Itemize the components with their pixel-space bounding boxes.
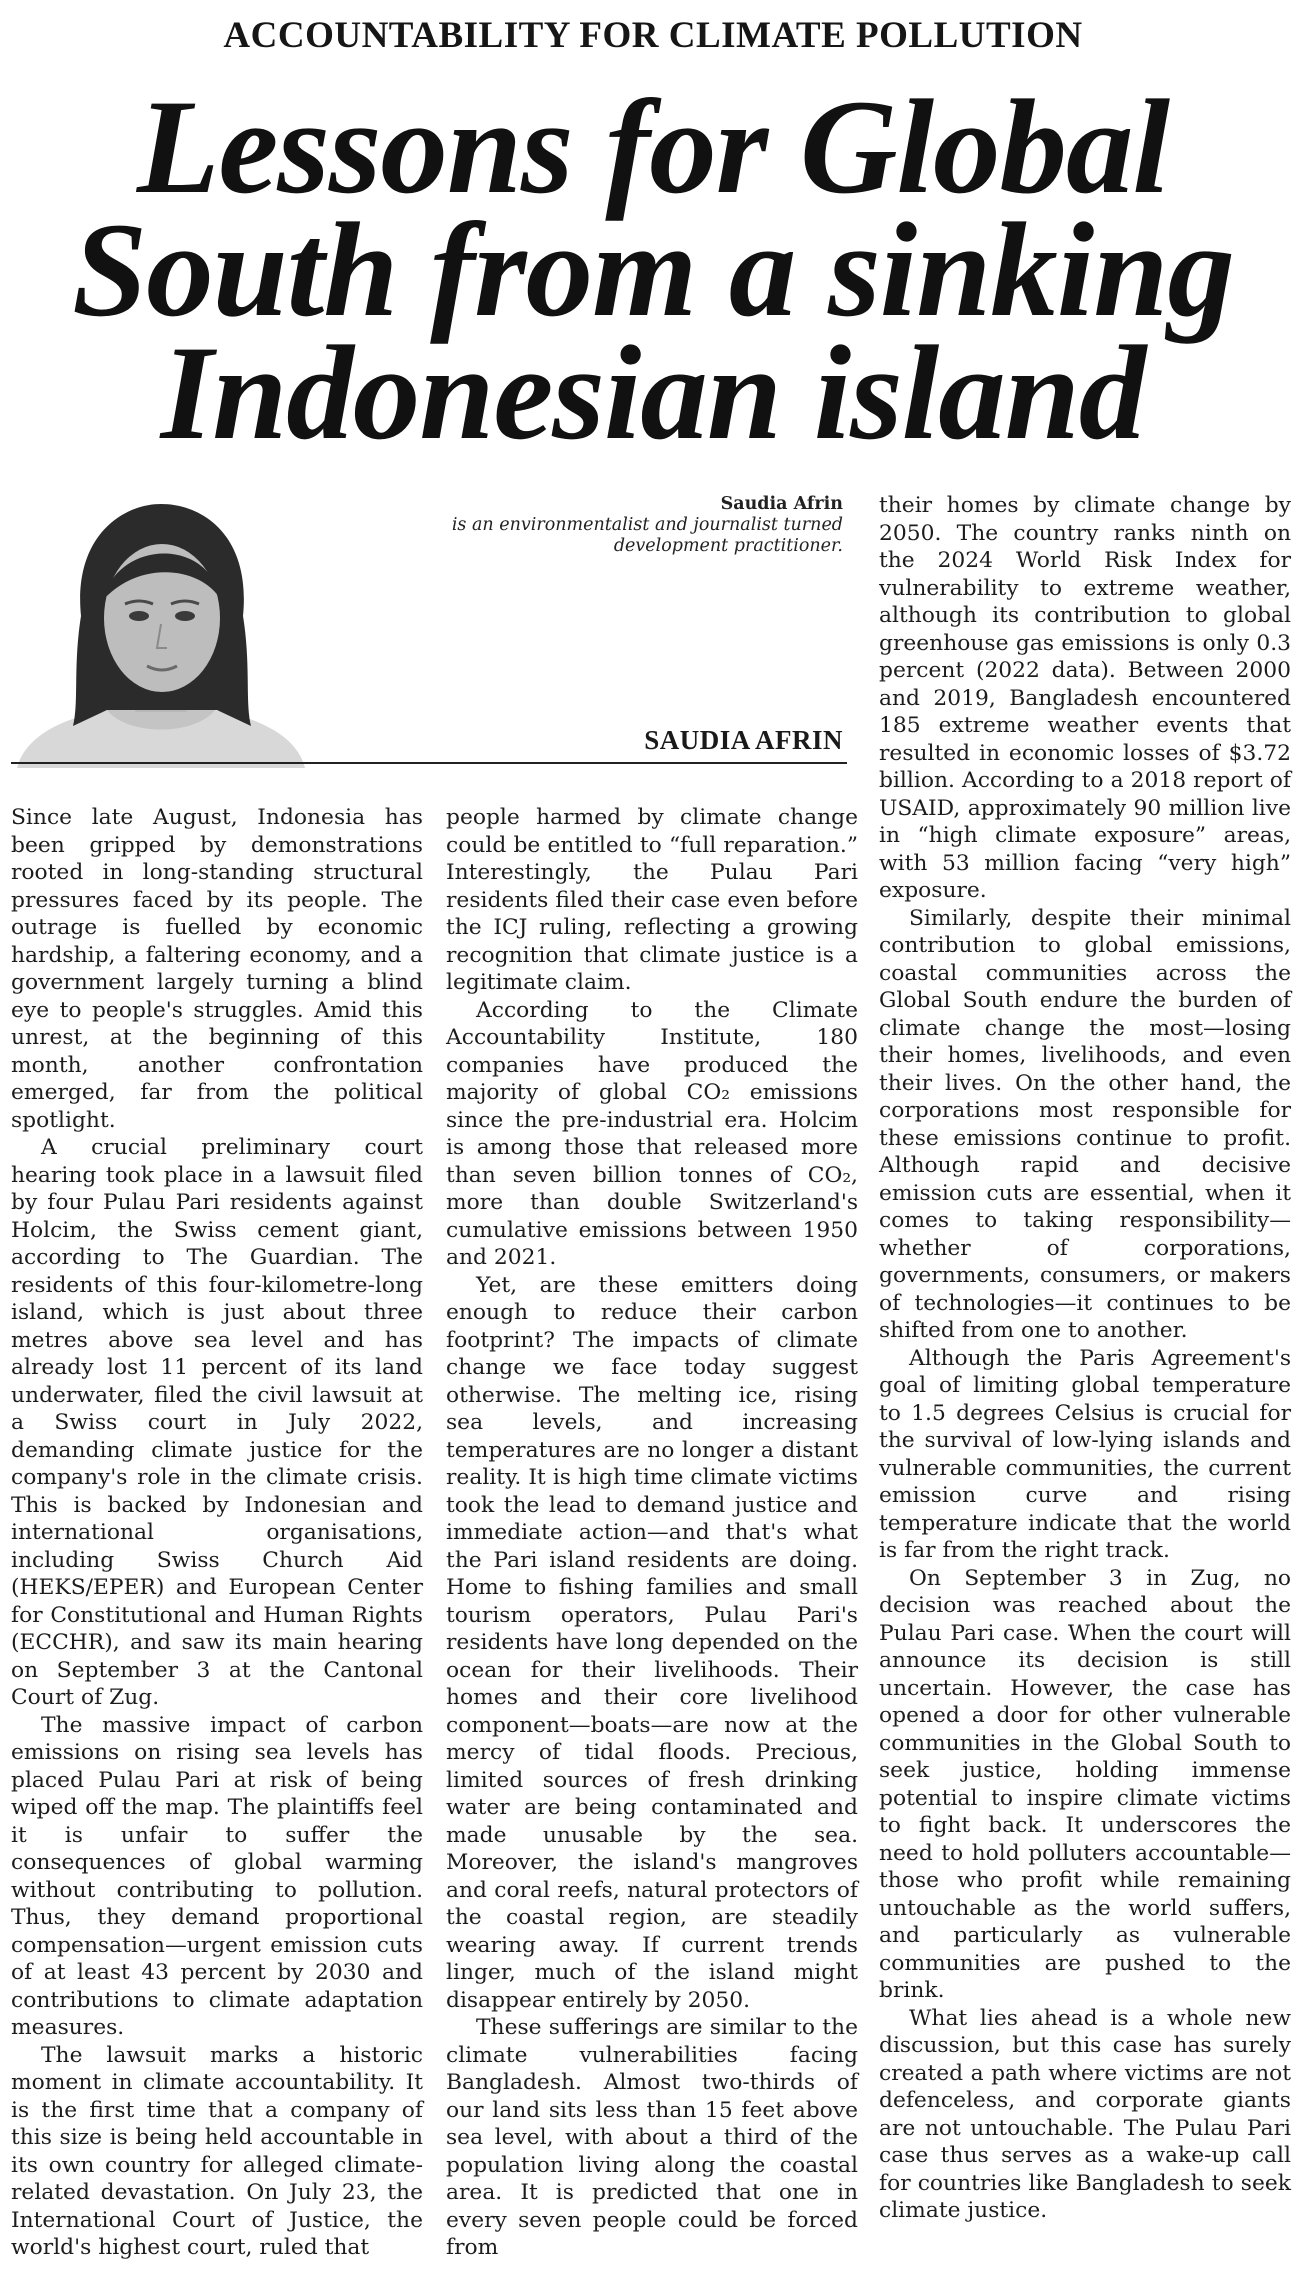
author-portrait <box>11 496 311 768</box>
article-column-1 <box>11 804 423 2262</box>
article-paragraph: The lawsuit marks a historic moment in climate accountability. It is the first time that a company of this size is being held accountable in its own country for alleged climate-related devastation. On July 23, the International Court of Justice, the world's highest court, ruled that <box>11 2042 423 2260</box>
article-paragraph: people harmed by climate change could be entitled to “full reparation.” Interestingly, the Pulau Pari residents filed their case even before the ICJ ruling, reflecting a growing recognition that climate justice is a legitimate claim. <box>446 805 858 995</box>
author-bio: is an environmentalist and journalist turned <box>451 515 843 535</box>
author-bio: development practitioner. <box>613 536 843 556</box>
article-paragraph: What lies ahead is a whole new discussion, but this case has surely created a path where victims are not defenceless, and corporate giants are not untouchable. The Pulau Pari case thus serves as a wake-up call for countries like Bangladesh to seek climate justice. <box>879 2005 1291 2223</box>
article-paragraph: A crucial preliminary court hearing took place in a lawsuit filed by four Pulau Pari residents against Holcim, the Swiss cement giant, according to The Guardian. The residents of this four-kilometre-long island, which is just about three metres above sea level and has already lost 11 percent of its land underwater, filed the civil lawsuit at a Swiss court in July 2022, demanding climate justice for the company's role in the climate crisis. This is backed by Indonesian and international organisations, including Swiss Church Aid (HEKS/EPER) and European Center for Constitutional and Human Rights (ECCHR), and saw its main hearing on September 3 at the Cantonal Court of Zug. <box>11 1135 423 1710</box>
headline-line: Lessons for Global <box>136 73 1170 222</box>
author-note <box>423 494 843 557</box>
byline: SAUDIA AFRIN <box>644 725 843 755</box>
headline-line: South from a sinking <box>72 196 1234 345</box>
article-column-2 <box>446 804 858 2262</box>
article-paragraph: The massive impact of carbon emissions on rising sea levels has placed Pulau Pari at risk of being wiped off the map. The plaintiffs feel it is unfair to suffer the consequences of global warming without contributing to pollution. Thus, they demand proportional compensation—urgent emission cuts of at least 43 percent by 2030 and contributions to climate adaptation measures. <box>11 1712 423 2040</box>
headline <box>0 73 1306 468</box>
article-paragraph: their homes by climate change by 2050. The country ranks ninth on the 2024 World Risk Index for vulnerability to extreme weather, although its contribution to global greenhouse gas emissions is only 0.3 percent (2022 data). Between 2000 and 2019, Bangladesh encountered 185 extreme weather events that resulted in economic losses of $3.72 billion. According to a 2018 report of USAID, approximately 90 million live in “high climate exposure” areas, with 53 million facing “very high” exposure. <box>879 493 1291 903</box>
headline-line: Indonesian island <box>160 319 1146 468</box>
article-paragraph: Yet, are these emitters doing enough to reduce their carbon footprint? The impacts of climate change we face today suggest otherwise. The melting ice, rising sea levels, and increasing temperatures are no longer a distant reality. It is high time climate victims took the lead to demand justice and immediate action—and that's what the Pari island residents are doing. Home to fishing families and small tourism operators, Pulau Pari's residents have long depended on the ocean for their livelihoods. Their homes and their core livelihood component—boats—are now at the mercy of tidal floods. Precious, limited sources of fresh drinking water are being contaminated and made unusable by the sea. Moreover, the island's mangroves and coral reefs, natural protectors of the coastal region, are steadily wearing away. If current trends linger, much of the island might disappear entirely by 2050. <box>446 1272 858 2013</box>
article-paragraph: These sufferings are similar to the climate vulnerabilities facing Bangladesh. Almost two-thirds of our land sits less than 15 feet above sea level, with about a third of the population living along the coastal area. It is predicted that one in every seven people could be forced from <box>446 2015 858 2260</box>
author-name: Saudia Afrin <box>720 494 843 514</box>
section-kicker: ACCOUNTABILITY FOR CLIMATE POLLUTION <box>223 15 1083 56</box>
article-paragraph: Although the Paris Agreement's goal of limiting global temperature to 1.5 degrees Celsius is crucial for the survival of low-lying islands and vulnerable communities, the current emission curve and rising temperature indicate that the world is far from the right track. <box>879 1345 1291 1563</box>
author-block <box>11 486 847 768</box>
article-paragraph: According to the Climate Accountability Institute, 180 companies have produced the majority of global CO₂ emissions since the pre-industrial era. Holcim is among those that released more than seven billion tonnes of CO₂, more than double Switzerland's cumulative emissions between 1950 and 2021. <box>446 997 858 1270</box>
article-paragraph: On September 3 in Zug, no decision was reached about the Pulau Pari case. When the court will announce its decision is still uncertain. However, the case has opened a door for other vulnerable communities in the Global South to seek justice, holding immense potential to inspire climate victims to fight back. It underscores the need to hold polluters accountable—those who profit while remaining untouchable as the world suffers, and particularly as vulnerable communities are pushed to the brink. <box>879 1565 1291 2003</box>
article-column-3 <box>879 492 1291 2225</box>
byline-divider <box>11 762 847 764</box>
article-paragraph: Similarly, despite their minimal contribution to global emissions, coastal communities across the Global South endure the burden of climate change the most—losing their homes, livelihoods, and even their lives. On the other hand, the corporations most responsible for these emissions continue to profit. Although rapid and decisive emission cuts are essential, when it comes to taking responsibility—whether of corporations, governments, consumers, or makers of technologies—it continues to be shifted from one to another. <box>879 905 1291 1343</box>
article-paragraph: Since late August, Indonesia has been gripped by demonstrations rooted in long-standing structural pressures faced by its people. The outrage is fuelled by economic hardship, a faltering economy, and a government largely turning a blind eye to people's struggles. Amid this unrest, at the beginning of this month, another confrontation emerged, far from the political spotlight. <box>11 805 423 1133</box>
